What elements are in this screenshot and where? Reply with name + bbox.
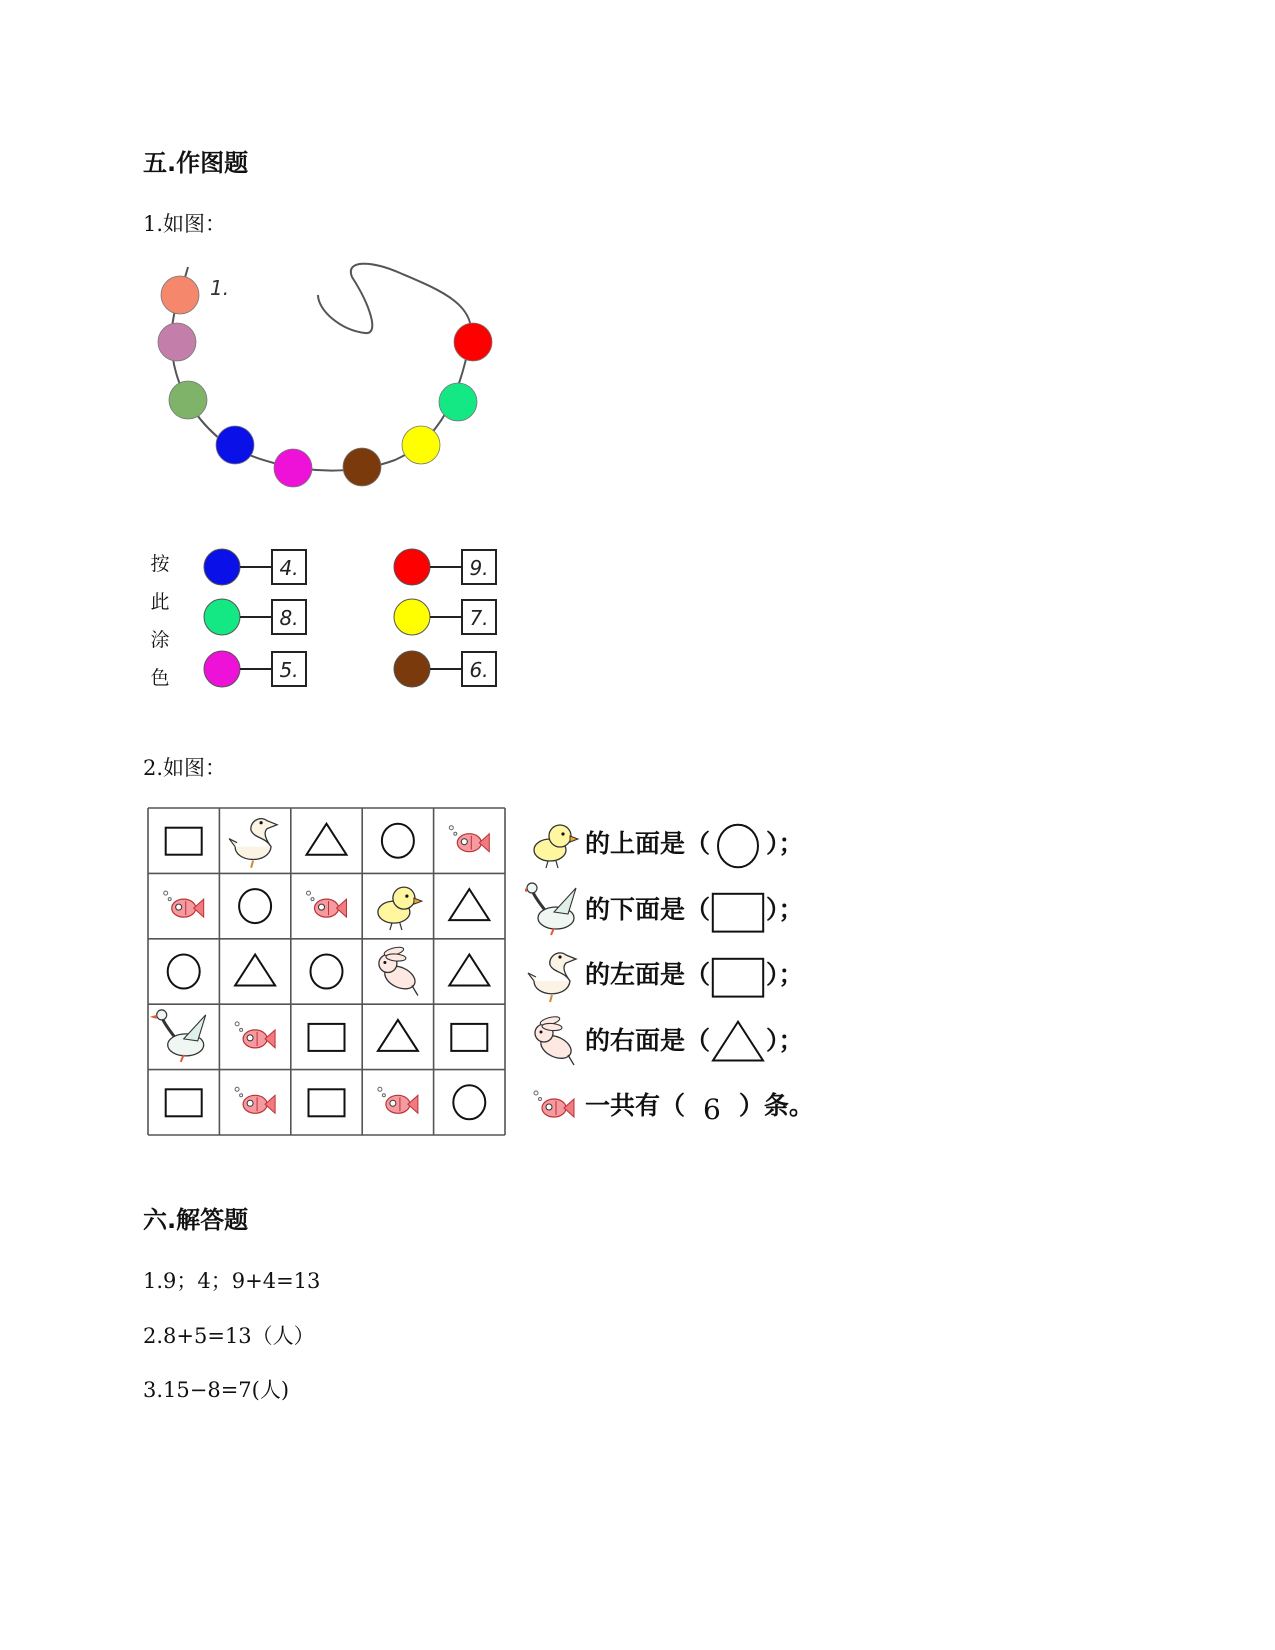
triangle-icon xyxy=(449,955,489,986)
grid-cell-r4-c4 xyxy=(378,1020,418,1051)
legend-right-number-2: 7. xyxy=(469,606,489,630)
statement-end: ）； xyxy=(766,1025,804,1055)
square-icon xyxy=(166,828,202,855)
bead-2 xyxy=(158,323,196,361)
goose-icon xyxy=(525,878,583,938)
triangle-icon xyxy=(378,1020,418,1051)
bead-9 xyxy=(454,323,492,361)
grid-cell-r5-c3 xyxy=(309,1089,345,1116)
statement-text: 的右面是（ xyxy=(585,1025,711,1055)
fish-icon xyxy=(164,891,204,917)
bead-6 xyxy=(343,448,381,486)
square-icon xyxy=(451,1024,487,1051)
bead-8 xyxy=(439,383,477,421)
circle-icon xyxy=(453,1085,485,1119)
statement-row-1 xyxy=(525,810,865,874)
grid-cell-r2-c3 xyxy=(307,891,347,917)
triangle-icon xyxy=(235,955,275,986)
circle-icon xyxy=(382,824,414,858)
square-icon xyxy=(166,1089,202,1116)
duck-icon xyxy=(525,943,583,1003)
grid-cell-r4-c1 xyxy=(150,1010,206,1062)
grid-cell-r3-c1 xyxy=(168,955,200,989)
position-grid xyxy=(146,806,510,1138)
answer-2: 2.8+5=13（人） xyxy=(143,1324,315,1348)
fish-icon xyxy=(378,1087,418,1113)
fish-icon xyxy=(307,891,347,917)
question-2-label: 2.如图： xyxy=(143,756,227,780)
legend-left-number-1: 4. xyxy=(279,556,299,580)
answer-circle xyxy=(710,812,766,872)
legend-right-color-dot-1 xyxy=(394,549,430,585)
statement-row-5 xyxy=(525,1072,865,1136)
statement-row-4 xyxy=(525,1007,865,1071)
chick-icon xyxy=(525,812,583,872)
grid-cell-r5-c5 xyxy=(453,1085,485,1119)
grid-cell-r3-c4 xyxy=(379,946,419,996)
grid-cell-r3-c3 xyxy=(311,955,343,989)
statement-text: 的上面是（ xyxy=(585,829,711,858)
chick-icon xyxy=(534,825,578,868)
statement-text: 的左面是（ xyxy=(585,960,711,989)
statement-end: ）； xyxy=(766,829,804,858)
position-statements xyxy=(525,810,865,1140)
rabbit-icon xyxy=(379,946,419,996)
statement-row-2 xyxy=(525,876,865,940)
bead-start-number: 1. xyxy=(210,276,230,300)
statement-end: ）条。 xyxy=(738,1091,814,1120)
fish-icon xyxy=(235,1022,275,1048)
rabbit-icon xyxy=(525,1009,583,1069)
color-legend xyxy=(190,540,510,700)
grid-cell-r1-c4 xyxy=(382,824,414,858)
grid-cell-r3-c2 xyxy=(235,955,275,986)
grid-cell-r1-c1 xyxy=(166,828,202,855)
statement-end: ）； xyxy=(766,960,804,989)
answer-square xyxy=(710,878,766,938)
square-icon xyxy=(309,1089,345,1116)
square-icon xyxy=(713,893,763,931)
rabbit-icon xyxy=(535,1015,575,1065)
statement-text: 的下面是（ xyxy=(585,894,711,924)
grid-cell-r5-c1 xyxy=(166,1089,202,1116)
grid-cell-r5-c4 xyxy=(378,1087,418,1113)
square-icon xyxy=(309,1024,345,1051)
legend-right-number-1: 9. xyxy=(469,556,489,580)
circle-icon xyxy=(168,955,200,989)
grid-cell-r2-c5 xyxy=(449,889,489,920)
grid-cell-r2-c1 xyxy=(164,891,204,917)
question-1-label: 1.如图： xyxy=(143,212,227,236)
duck-icon xyxy=(528,953,576,1002)
chick-icon xyxy=(378,887,422,930)
bead-7 xyxy=(402,426,440,464)
square-icon xyxy=(713,959,763,997)
grid-cell-r1-c3 xyxy=(307,824,347,855)
circle-icon xyxy=(311,955,343,989)
duck-icon xyxy=(229,819,277,868)
legend-right-number-3: 6. xyxy=(469,658,489,682)
bead-5 xyxy=(274,449,312,487)
fish-icon xyxy=(449,826,489,852)
grid-cell-r5-c2 xyxy=(235,1087,275,1113)
triangle-icon xyxy=(307,824,347,855)
section-6-title: 六.解答题 xyxy=(143,1206,249,1234)
legend-left-color-dot-3 xyxy=(204,651,240,687)
answer-3: 3.15−8=7(人) xyxy=(143,1378,290,1402)
legend-right-color-dot-3 xyxy=(394,651,430,687)
statement-row-3 xyxy=(525,941,865,1005)
answer-square xyxy=(710,943,766,1003)
legend-left-color-dot-1 xyxy=(204,549,240,585)
circle-icon xyxy=(718,825,758,868)
grid-cell-r1-c5 xyxy=(449,826,489,852)
bead-1 xyxy=(161,276,199,314)
goose-icon xyxy=(150,1010,206,1062)
legend-caption: 按此涂色 xyxy=(150,553,170,689)
statement-text: 一共有（ xyxy=(585,1091,686,1120)
grid-cell-r1-c2 xyxy=(229,819,277,868)
answer-fish-count: 6 xyxy=(703,1092,721,1126)
grid-cell-r4-c5 xyxy=(451,1024,487,1051)
answer-triangle xyxy=(710,1009,766,1069)
triangle-icon xyxy=(449,889,489,920)
legend-left-number-3: 5. xyxy=(279,658,299,682)
goose-icon xyxy=(525,883,576,935)
grid-cell-r4-c3 xyxy=(309,1024,345,1051)
bead-4 xyxy=(216,426,254,464)
section-5-title: 五.作图题 xyxy=(143,149,249,177)
grid-cell-r2-c4 xyxy=(378,887,422,930)
grid-cell-r2-c2 xyxy=(239,889,271,923)
legend-left-color-dot-2 xyxy=(204,599,240,635)
answer-1: 1.9；4；9+4=13 xyxy=(143,1269,321,1293)
grid-cell-r3-c5 xyxy=(449,955,489,986)
bead-3 xyxy=(169,381,207,419)
grid-cell-r4-c2 xyxy=(235,1022,275,1048)
bead-necklace-figure xyxy=(140,255,510,500)
legend-right-color-dot-2 xyxy=(394,599,430,635)
circle-icon xyxy=(239,889,271,923)
fish-icon xyxy=(235,1087,275,1113)
statement-end: ）； xyxy=(766,894,804,924)
legend-left-number-2: 8. xyxy=(279,606,299,630)
triangle-icon xyxy=(713,1021,763,1060)
fish-icon xyxy=(534,1091,574,1117)
fish-icon xyxy=(525,1074,583,1134)
